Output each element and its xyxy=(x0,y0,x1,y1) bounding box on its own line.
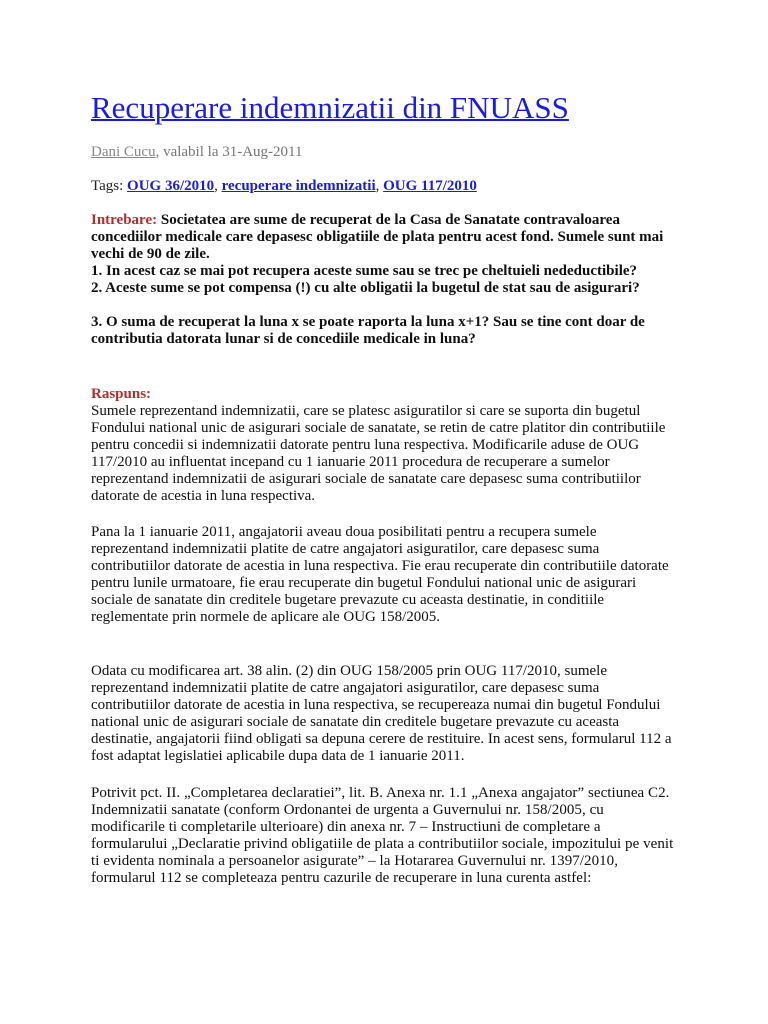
tag-link-oug-36[interactable]: OUG 36/2010 xyxy=(127,178,215,194)
paragraph-line: reprezentand indemnizatii platite de catre angajatori asiguratilor, care depasesc suma xyxy=(91,680,600,696)
paragraph-line: pentru concedii si indemnizatii datorate pentru luna respectiva. Modificarile aduse de OUG xyxy=(91,437,640,453)
question-line: concediilor medicale care depasesc obligatiile de plata pentru acest fond. Sumele sunt mai xyxy=(91,229,664,245)
question-line: contributia datorata lunar si de concediile medicale in luna? xyxy=(91,331,476,347)
article-title-link[interactable]: Recuperare indemnizatii din FNUASS xyxy=(91,90,569,125)
paragraph-line: destinatie, angajatorii fiind obligati sa depuna cerere de restituire. In acest sens, formularul 112 a xyxy=(91,731,672,747)
tag-separator: , xyxy=(214,178,222,194)
paragraph-line: ti evidenta nominala a persoanelor asigurate” – la Hotararea Guvernului nr. 1397/2010, xyxy=(91,853,619,869)
paragraph-line: formularul 112 se completeaza pentru cazurile de recuperare in luna curenta astfel: xyxy=(91,870,592,886)
paragraph-line: modificarile ti completarile ulterioare) din anexa nr. 7 – Instructiuni de completare a xyxy=(91,819,601,835)
question-line: Intrebare: Societatea are sume de recuperat de la Casa de Sanatate contravaloarea xyxy=(91,212,620,228)
tag-link-oug-117[interactable]: OUG 117/2010 xyxy=(383,178,477,194)
paragraph-line: Potrivit pct. II. „Completarea declaratiei”, lit. B. Anexa nr. 1.1 „Anexa angajator” sectiunea C2. xyxy=(91,785,670,801)
paragraph-line: Indemnizatii sanatate (conform Ordonantei de urgenta a Guvernului nr. 158/2005, cu xyxy=(91,802,604,818)
question-line: 2. Aceste sume se pot compensa (!) cu alte obligatii la bugetul de stat sau de asigurari? xyxy=(91,280,640,296)
paragraph-line: Pana la 1 ianuarie 2011, angajatorii aveau doua posibilitati pentru a recupera sumele xyxy=(91,524,597,540)
question-block xyxy=(91,212,691,348)
paragraph-line: fost adaptat legislatiei aplicabile dupa data de 1 ianuarie 2011. xyxy=(91,748,465,764)
paragraph-line: Fondului national unic de asigurari sociale de sanatate, se retin de catre platitor din contributiile xyxy=(91,420,666,436)
question-line: 1. In acest caz se mai pot recupera aceste sume sau se trec pe cheltuieli nedeductibile? xyxy=(91,263,638,279)
tag-separator: , xyxy=(375,178,384,194)
answer-paragraph-1 xyxy=(91,403,691,505)
paragraph-line: reglementate prin normele de aplicare ale OUG 158/2005. xyxy=(91,609,441,625)
paragraph-line: reprezentand indemnizatii platite de catre angajatori asiguratilor, care depasesc suma xyxy=(91,541,600,557)
paragraph-line: contributiilor datorate de acestia in luna respectiva. Fie erau recuperate din contributiile datorate xyxy=(91,558,669,574)
tag-link-recuperare[interactable]: recuperare indemnizatii xyxy=(221,178,376,194)
paragraph-line: sociale de sanatate din creditele bugetare prevazute cu aceasta destinatie, in conditiile xyxy=(91,592,605,608)
answer-paragraph-4 xyxy=(91,785,691,887)
paragraph-line: Odata cu modificarea art. 38 alin. (2) din OUG 158/2005 prin OUG 117/2010, sumele xyxy=(91,663,607,679)
paragraph-line: contributiilor datorate de acestia in luna respectiva, se recupereaza numai din bugetul Fondului xyxy=(91,697,661,713)
question-line: vechi de 90 de zile. xyxy=(91,246,210,262)
question-line: 3. O suma de recuperat la luna x se poate raporta la luna x+1? Sau se tine cont doar de xyxy=(91,314,645,330)
paragraph-line: Sumele reprezentand indemnizatii, care se platesc asiguratilor si care se suporta din bugetul xyxy=(91,403,641,419)
tags-label: Tags: xyxy=(91,178,128,194)
paragraph-line: pentru lunile urmatoare, fie erau recuperate din bugetul Fondului national unic de asigurari xyxy=(91,575,637,591)
paragraph-line: reprezentand indemnizatii de asigurari sociale de sanatate care depasesc suma contributiilor xyxy=(91,471,641,487)
paragraph-line: national unic de asigurari sociale de sanatate din creditele bugetare prevazute cu aceasta xyxy=(91,714,620,730)
answer-paragraph-3 xyxy=(91,663,691,765)
answer-label: Raspuns: xyxy=(91,386,152,402)
tags-line xyxy=(91,176,477,196)
paragraph-line: 117/2010 au influentat incepand cu 1 ianuarie 2011 procedura de recuperare a sumelor xyxy=(91,454,610,470)
question-spacer xyxy=(91,297,691,314)
valid-date-text: , valabil la 31-Aug-2011 xyxy=(155,144,303,160)
paragraph-line: datorate de acestia in luna respectiva. xyxy=(91,488,316,504)
byline xyxy=(91,142,303,162)
answer-paragraph-2 xyxy=(91,524,691,626)
author-link[interactable]: Dani Cucu xyxy=(91,144,156,160)
question-label: Intrebare: xyxy=(91,212,158,228)
paragraph-line: formularului „Declaratie privind obligatiile de plata a contributiilor sociale, impozitului pe venit xyxy=(91,836,674,852)
